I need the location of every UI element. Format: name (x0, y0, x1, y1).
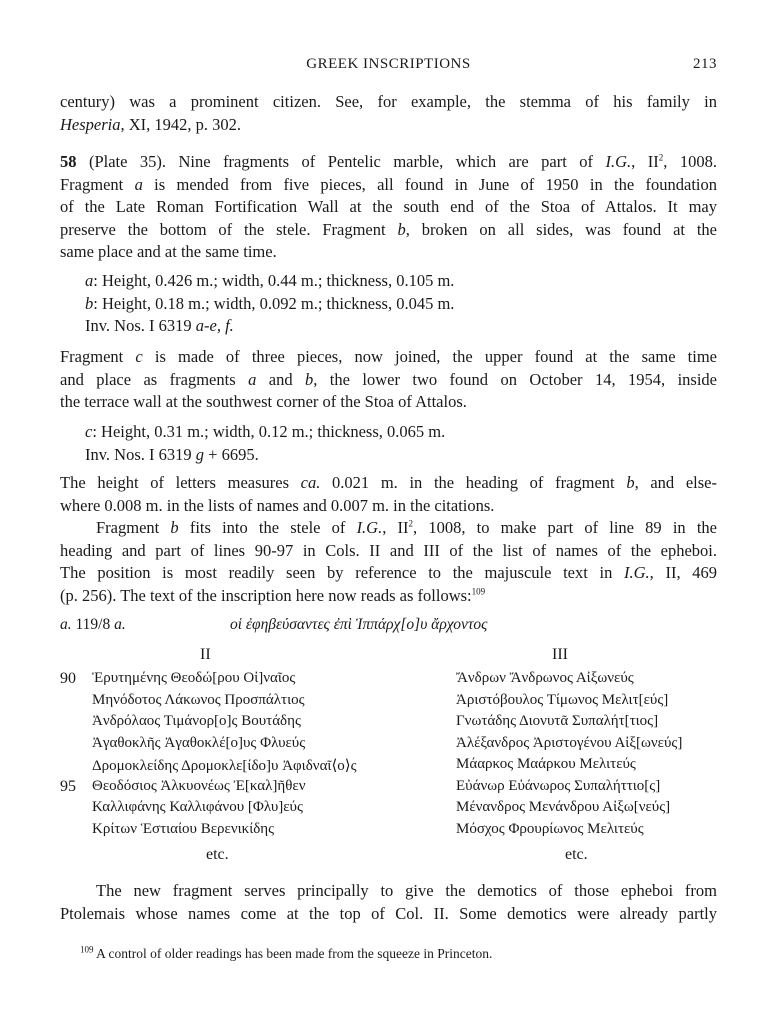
inscription-rows (60, 670, 717, 842)
inscription-date: a. 119/8 a. (60, 616, 126, 633)
footnote-number: 109 (80, 944, 94, 955)
measurement-c: c: Height, 0.31 m.; width, 0.12 m.; thickness, 0.065 m. (85, 422, 446, 441)
intro-line-2: Hesperia, XI, 1942, p. 302. (60, 114, 242, 134)
inscription-row (60, 799, 717, 821)
column-ii-name: Ἀνδρόλαος Τιμάνορ[ο]ς Βουτάδης (92, 713, 301, 729)
entry-line-5: same place and at the same time. (60, 242, 277, 261)
column-iii-name: Ἀλέξανδρος Ἀριστογένου Αἰξ[ωνεύς] (456, 734, 683, 751)
column-ii-name: Ἀγαθοκλῆς Ἀγαθοκλέ[ο]υς Φλυεύς (92, 734, 306, 751)
column-iii-name: Εὐάνωρ Εὐάνωρος Συπαλήττιο[ς] (456, 777, 661, 794)
column-iii-name: Ἀριστόβουλος Τίμωνος Μελιτ[εύς] (456, 691, 669, 708)
letters-paragraph (60, 472, 717, 517)
fit-line-1: Fragment b fits into the stele of I.G., $II^2$, 1008, to make part of line 89 in the (96, 518, 717, 537)
line-number: 95 (60, 777, 76, 795)
closing-paragraph (60, 880, 717, 925)
entry-58-paragraph (60, 151, 717, 264)
inscription-row (60, 756, 717, 778)
journal-title: Hesperia (60, 114, 121, 134)
measurement-a: a: Height, 0.426 m.; width, 0.44 m.; thickness, 0.105 m. (85, 271, 455, 290)
frag-c-line-1: Fragment c is made of three pieces, now joined, the upper found at the same time (60, 347, 717, 366)
footnote-text: A control of older readings has been made from the squeeze in Princeton. (93, 946, 493, 961)
fit-line-4: (p. 256). The text of the inscription here now reads as follows:$^{109}$ (60, 585, 486, 605)
intro-paragraph (60, 91, 717, 136)
column-iii-name: Ἄνδρων Ἄνδρωνος Αἰξωνεύς (456, 670, 634, 686)
closing-line-2: Ptolemais whose names come at the top of Col. II. Some demotics were already partly (60, 903, 717, 923)
column-ii-name: Ἐρυτημένης Θεοδώ[ρου Οἰ]ναῖος (92, 670, 296, 686)
line-number: 90 (60, 670, 76, 687)
column-ii-name: Δρομοκλείδης Δρομοκλε[ίδο]υ Ἀφιδναῖ⟨ο⟩ς (92, 758, 357, 774)
closing-line-1: The new fragment serves principally to give the demotics of those epheboi from (96, 881, 717, 900)
frag-c-line-2: and place as fragments a and b, the lower two found on October 14, 1954, inside (60, 369, 717, 389)
column-ii-name: Μηνόδοτος Λάκωνος Προσπάλτιος (92, 691, 305, 708)
inscription-row (60, 735, 717, 757)
letters-line-1: The height of letters measures ca. 0.021 m. in the heading of fragment b, and else- (60, 473, 717, 492)
entry-line-4: preserve the bottom of the stele. Fragment b, broken on all sides, was found at the (60, 219, 718, 239)
running-title: GREEK INSCRIPTIONS (306, 56, 471, 72)
entry-line-1: 58 (Plate 35). Nine fragments of Pentelic marble, which are part of I.G., $II^2$, 1008. (60, 152, 717, 171)
fit-line-2: heading and part of lines 90-97 in Cols. II and III of the list of names of the epheboi. (60, 540, 717, 560)
column-ii-name: Καλλιφάνης Καλλιφάνου [Φλυ]εύς (92, 799, 303, 815)
footnote (80, 946, 492, 962)
inscription-row (60, 778, 717, 800)
letters-line-2: where 0.008 m. in the lists of names and 0.007 m. in the citations. (60, 495, 495, 515)
column-iii-name: Μόσχος Φρουρίωνος Μελιτεύς (456, 820, 644, 837)
measurements-c (85, 421, 445, 466)
column-iii-label: III (552, 646, 568, 663)
entry-line-3: of the Late Roman Fortification Wall at the south end of the Stoa of Attalos. It may (60, 197, 717, 216)
entry-line-2: Fragment a is mended from five pieces, all found in June of 1950 in the foundation (60, 174, 717, 194)
inscription-row (60, 821, 717, 843)
fit-paragraph (60, 517, 717, 607)
measurements-ab (85, 270, 454, 338)
document-page (60, 0, 717, 1024)
column-iii-name: Γνωτάδης Διονυτᾶ Συπαλήτ[τιος] (456, 713, 659, 729)
running-header (60, 56, 717, 78)
column-iii-name: Μάαρκος Μαάρκου Μελιτεύς (456, 756, 636, 772)
etc-right: etc. (565, 846, 588, 863)
fragment-c-paragraph (60, 346, 717, 414)
column-ii-name: Κρίτων Ἑστιαίου Βερενικίδης (92, 820, 275, 837)
inscription-row (60, 692, 717, 714)
inscription-row (60, 713, 717, 735)
footnote-ref: 109 (471, 586, 486, 596)
frag-c-line-3: the terrace wall at the southwest corner of the Stoa of Attalos. (60, 392, 467, 411)
column-ii-label: II (200, 646, 211, 663)
measurement-b: b: Height, 0.18 m.; width, 0.092 m.; thickness, 0.045 m. (85, 293, 455, 313)
inventory-ab: Inv. Nos. I 6319 a-e, f. (85, 316, 234, 335)
page-number: 213 (693, 56, 717, 72)
intro-line-1: century) was a prominent citizen. See, for example, the stemma of his family in (60, 92, 717, 111)
entry-number: 58 (60, 152, 77, 171)
column-iii-name: Μένανδρος Μενάνδρου Αἰξω[νεύς] (456, 799, 671, 815)
etc-left: etc. (206, 846, 229, 863)
fit-line-3: The position is most readily seen by reference to the majuscule text in I.G., II, 469 (60, 563, 717, 582)
column-ii-name: Θεοδόσιος Ἁλκυονέως Ἐ[καλ]ῆθεν (92, 777, 306, 794)
inscription-row (60, 670, 717, 692)
inventory-c: Inv. Nos. I 6319 g + 6695. (85, 444, 259, 464)
inscription-heading-text: οἱ ἐφηβεύσαντες ἐπὶ Ἱππάρχ[ο]υ ἄρχοντος (230, 616, 488, 633)
